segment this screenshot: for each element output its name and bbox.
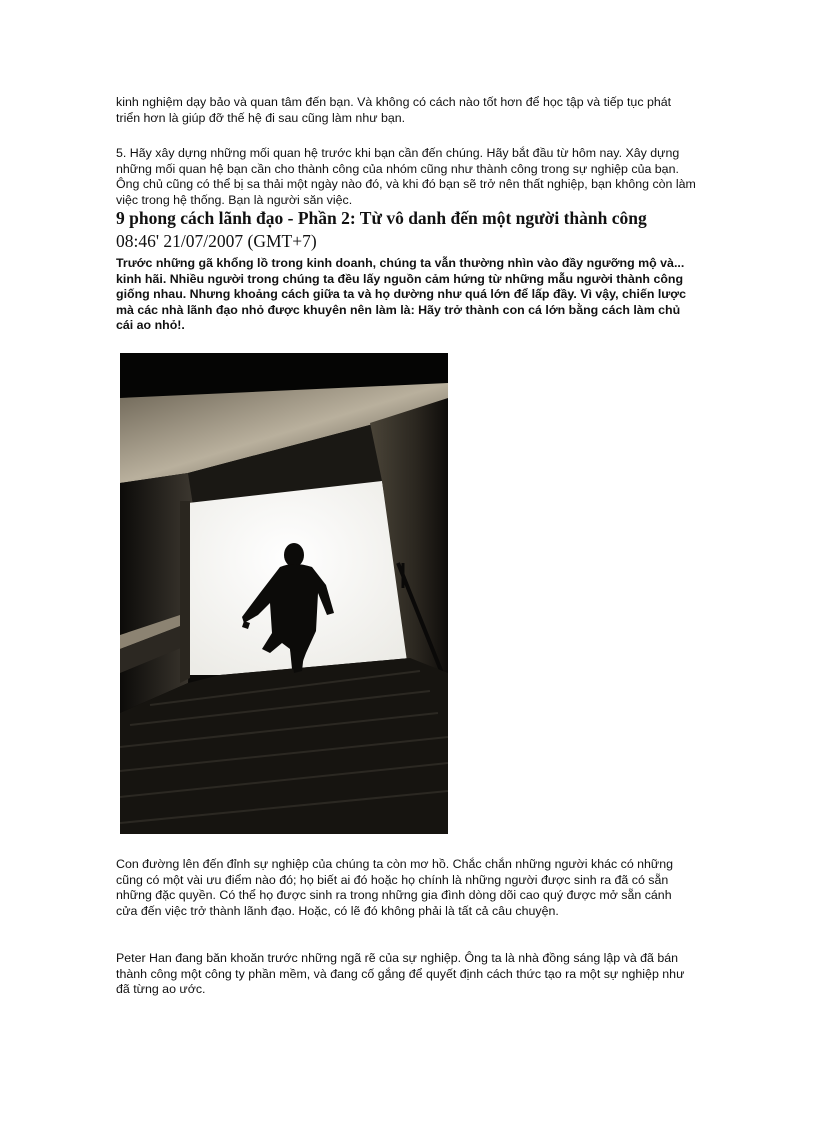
- paragraph-intro: kinh nghiệm dạy bảo và quan tâm đến bạn. Và không có cách nào tốt hơn để học tập và tiếp tục phát triển hơn là giúp đỡ thế hệ đi sau cũng làm như bạn.: [116, 95, 672, 125]
- article-lead: Trước những gã khổng lồ trong kinh doanh, chúng ta vẫn thường nhìn vào đầy ngưỡng mộ và... kinh hãi. Nhiều người trong chúng ta đều lấy nguồn cảm hứng từ những mẫu người thành công giống nhau. Nhưng khoảng cách giữa ta và họ dường như quá lớn để lấp đầy. Vì vậy, chiến lược mà các nhà lãnh đạo nhỏ được khuyên nên làm là: Hãy trở thành con cá lớn bằng cách làm chủ cái ao nhỏ!.: [116, 256, 686, 332]
- paragraph-tip-5: 5. Hãy xây dựng những mối quan hệ trước khi bạn cần đến chúng. Hãy bắt đầu từ hôm nay. Xây dựng những mối quan hệ bạn cần cho thành công của nhóm cũng như thành công trong sự nghiệp của bạn. Ông chủ cũng có thể bị sa thải một ngày nào đó, và khi đó bạn sẽ trở nên thất nghiệp, bạn không còn làm việc trong hệ thống. Bạn là người săn việc.: [116, 146, 696, 207]
- article-title: 9 phong cách lãnh đạo - Phần 2: Từ vô danh đến một người thành công: [116, 208, 647, 228]
- paragraph-peter-han: Peter Han đang băn khoăn trước những ngã rẽ của sự nghiệp. Ông ta là nhà đồng sáng lập và đã bán thành công một công ty phần mềm, và đang cố gắng để quyết định cách thức tạo ra một sự nghiệp như đã từng ao ước.: [116, 951, 685, 996]
- article-date: 08:46' 21/07/2007 (GMT+7): [116, 231, 317, 251]
- paragraph-career-path: Con đường lên đến đỉnh sự nghiệp của chúng ta còn mơ hồ. Chắc chắn những người khác có những cũng có một vài ưu điểm nào đó; họ biết ai đó hoặc họ chính là những người được sinh ra đã có sẵn những đặc quyền. Có thể họ được sinh ra trong những gia đình dòng dõi cao quý được mở sẵn cánh cửa đến việc trở thành lãnh đạo. Hoặc, có lẽ đó không phải là tất cả câu chuyện.: [116, 857, 674, 918]
- stairway-silhouette-photo: [120, 353, 448, 834]
